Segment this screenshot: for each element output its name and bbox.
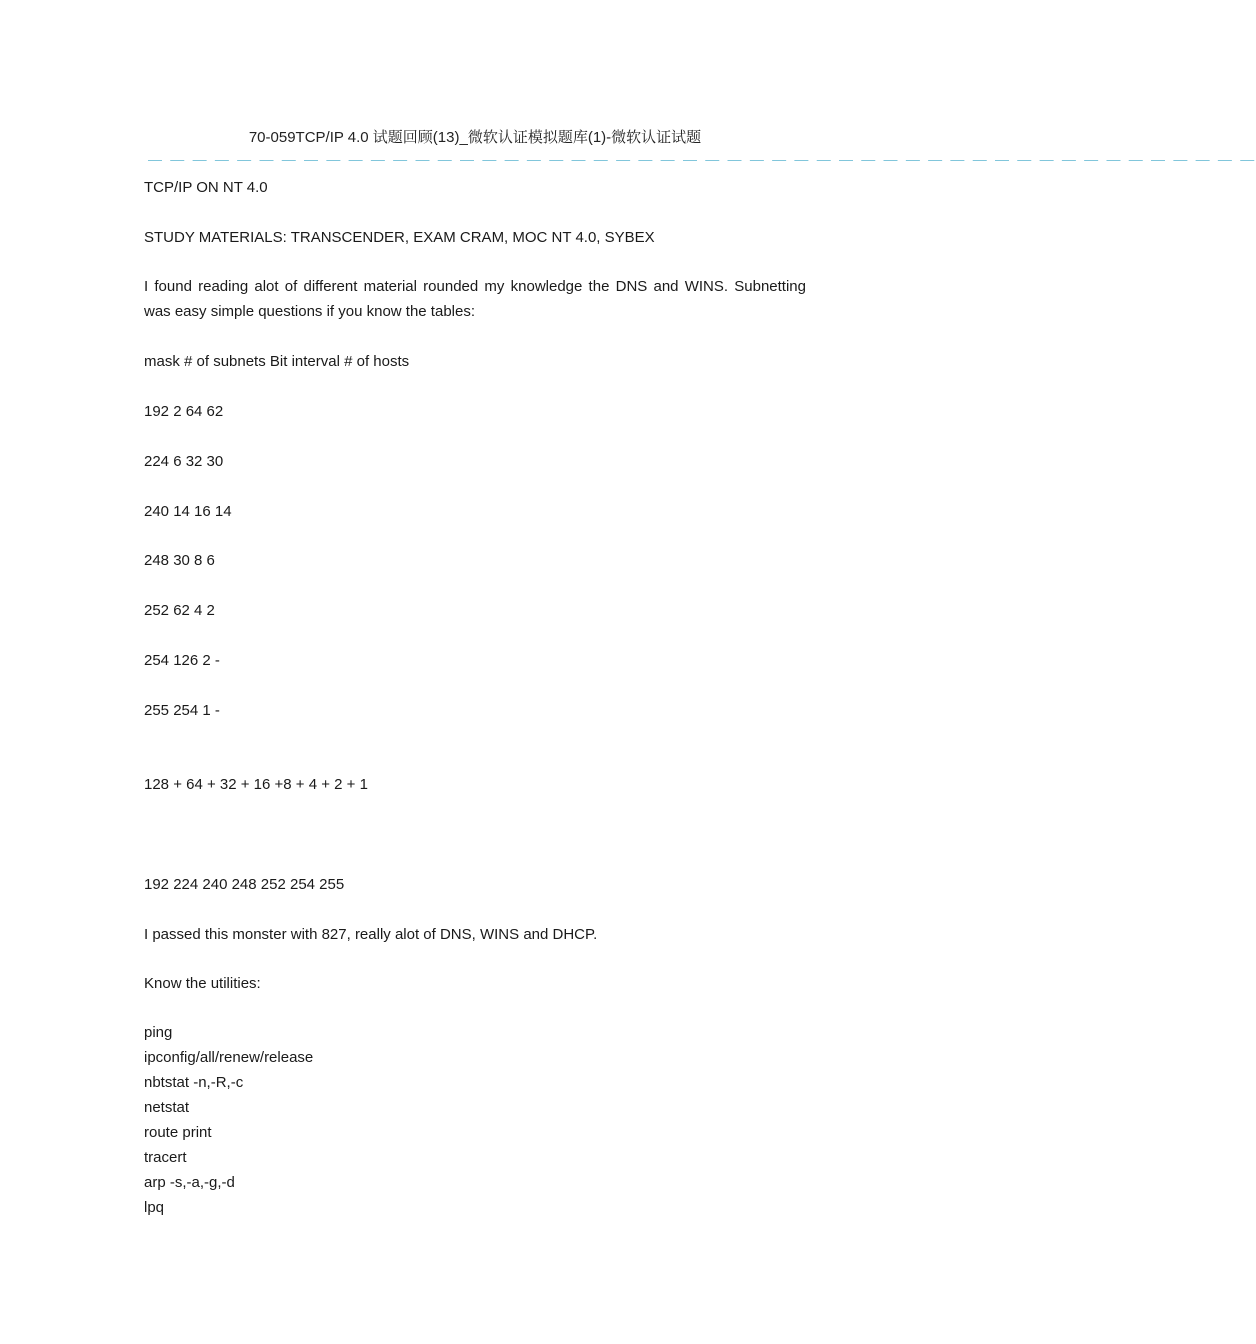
intro-paragraph — [144, 274, 806, 324]
list-item: arp -s,-a,-g,-d — [144, 1174, 235, 1191]
table-row-text: 192 2 64 62 — [144, 403, 224, 420]
table-row — [144, 698, 806, 723]
mask-values — [144, 872, 806, 897]
table-header-text: mask # of subnets Bit interval # of hosts — [144, 353, 410, 370]
list-item: ipconfig/all/renew/release — [144, 1049, 314, 1066]
list-item: tracert — [144, 1149, 187, 1166]
passed-text: I passed this monster with 827, really alot of DNS, WINS and DHCP. — [144, 926, 598, 943]
study-materials — [144, 225, 806, 250]
list-item: route print — [144, 1124, 212, 1141]
table-row — [144, 499, 806, 524]
table-header — [144, 349, 806, 374]
list-item: ping — [144, 1024, 173, 1041]
section-heading — [144, 175, 806, 200]
study-materials-text: STUDY MATERIALS: TRANSCENDER, EXAM CRAM, MOC NT 4.0, SYBEX — [144, 229, 655, 246]
heading-text: TCP/IP ON NT 4.0 — [144, 179, 268, 196]
table-row — [144, 648, 806, 673]
mask-values-text: 192 224 240 248 252 254 255 — [144, 876, 345, 893]
document-title: 70-059TCP/IP 4.0 试题回顾(13)_微软认证模拟题库(1)-微软认证试题 — [248, 129, 702, 146]
utilities-list — [144, 1020, 313, 1220]
table-row — [144, 598, 806, 623]
utilities-label-text: Know the utilities: — [144, 975, 261, 992]
bits-sum-text: 128 + 64 + 32 + 16 +8 + 4 + 2 + 1 — [144, 776, 368, 793]
list-item: lpq — [144, 1199, 165, 1216]
table-row-text: 224 6 32 30 — [144, 453, 224, 470]
passed-paragraph — [144, 922, 806, 947]
list-item: netstat — [144, 1099, 190, 1116]
list-item: nbtstat -n,-R,-c — [144, 1074, 244, 1091]
table-row-text: 240 14 16 14 — [144, 503, 232, 520]
table-row — [144, 399, 806, 424]
table-row-text: 248 30 8 6 — [144, 552, 215, 569]
table-row-text: 254 126 2 - — [144, 652, 220, 669]
table-row — [144, 449, 806, 474]
intro-text: I found reading alot of different material rounded my knowledge the DNS and WINS. Subnetting was easy simple questions if you know the tables: — [144, 278, 806, 320]
utilities-label — [144, 971, 806, 996]
bits-sum — [144, 772, 806, 797]
table-row-text: 252 62 4 2 — [144, 602, 215, 619]
table-row-text: 255 254 1 - — [144, 702, 220, 719]
title-divider: — — — — — — — — — — — — — — — — — — — — — — — — — — — — — — — — — — — — — — — — — — — — — — — — — — — [148, 151, 1256, 167]
table-row — [144, 548, 806, 573]
